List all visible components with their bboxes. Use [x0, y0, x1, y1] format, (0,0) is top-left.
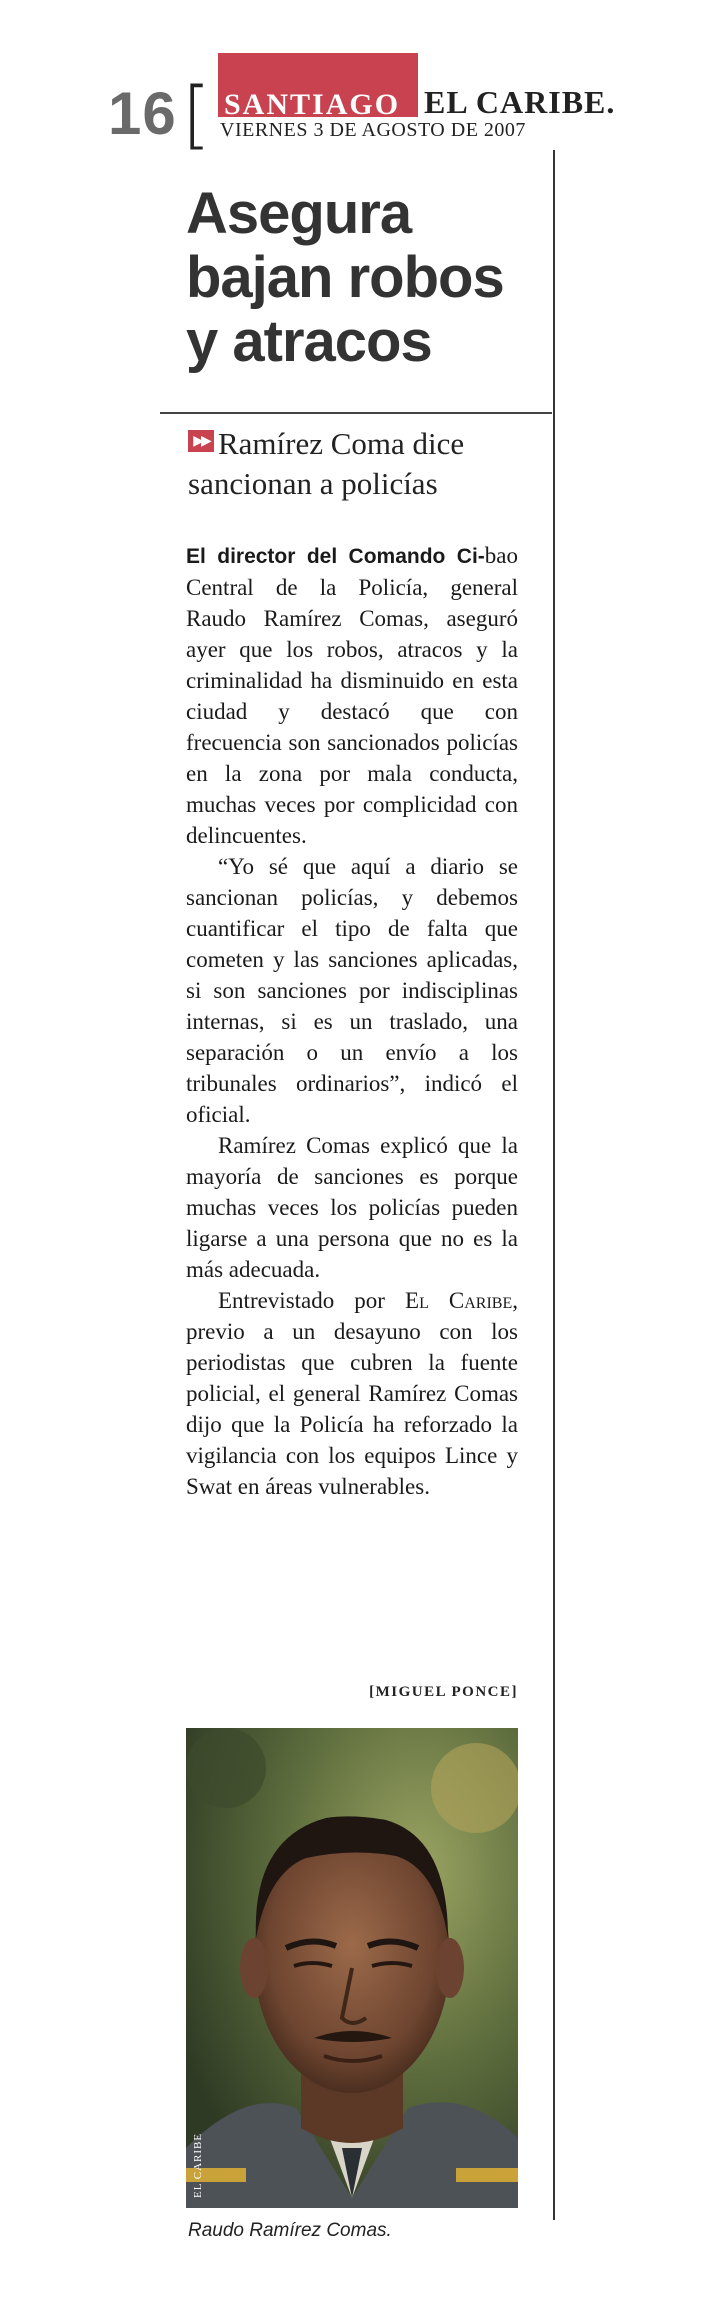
paragraph-1	[186, 540, 518, 851]
paragraph-4-text-b: , previo a un desayuno con los periodistas que cubren la fuente policial, el general Ramírez Comas dijo que la Policía ha reforzado la vigilancia con los equipos Lince y Swat en áreas vulnerables.	[186, 1288, 519, 1499]
paragraph-2: “Yo sé que aquí a diario se sancionan policías, y debemos cuantificar el tipo de falta que cometen y las sanciones aplicadas, si son sanciones por indisciplinas internas, si es un traslado, una separación o un envío a los tribunales ordinarios”, indicó el oficial.	[186, 854, 518, 1127]
section-label: SANTIAGO	[224, 88, 401, 121]
headline: Asegura bajan robos y atracos	[186, 181, 504, 374]
portrait-photo	[186, 1728, 518, 2208]
photo-caption: Raudo Ramírez Comas.	[188, 2220, 392, 2241]
paragraph-1-text: bao Central de la Policía, general Raudo Ramírez Comas, aseguró ayer que los robos, atracos y la criminalidad ha disminuido en esta ciudad y destacó que con frecuencia son sancionados policías en la zona por mala conducta, muchas veces por complicidad con delincuentes.	[186, 543, 518, 848]
svg-text:EL CARIBE: EL CARIBE	[192, 2132, 204, 2198]
publication-name: EL CARIBE.	[424, 84, 616, 120]
double-arrow-icon: ▶▶	[188, 430, 214, 452]
byline: [MIGUEL PONCE]	[369, 1684, 518, 1700]
headline-divider	[160, 412, 552, 414]
brand-mention: El Caribe	[405, 1288, 513, 1313]
paragraph-4	[186, 1285, 518, 1502]
subheadline: Ramírez Coma dice sancionan a policías	[188, 426, 465, 501]
paragraph-3: Ramírez Comas explicó que la mayoría de sanciones es porque muchas veces los policías pueden ligarse a una persona que no es la más adecuada.	[186, 1133, 518, 1282]
photo-credit	[188, 2080, 206, 2200]
column-rule	[553, 150, 555, 2220]
page-number: 16	[108, 80, 177, 147]
article-body	[186, 540, 518, 1502]
header-bracket: [	[182, 72, 211, 158]
paragraph-4-text-a: Entrevistado por	[218, 1288, 385, 1313]
lead-in: El director del Comando Ci-	[186, 545, 485, 568]
publication-date: VIERNES 3 DE AGOSTO DE 2007	[220, 119, 526, 141]
